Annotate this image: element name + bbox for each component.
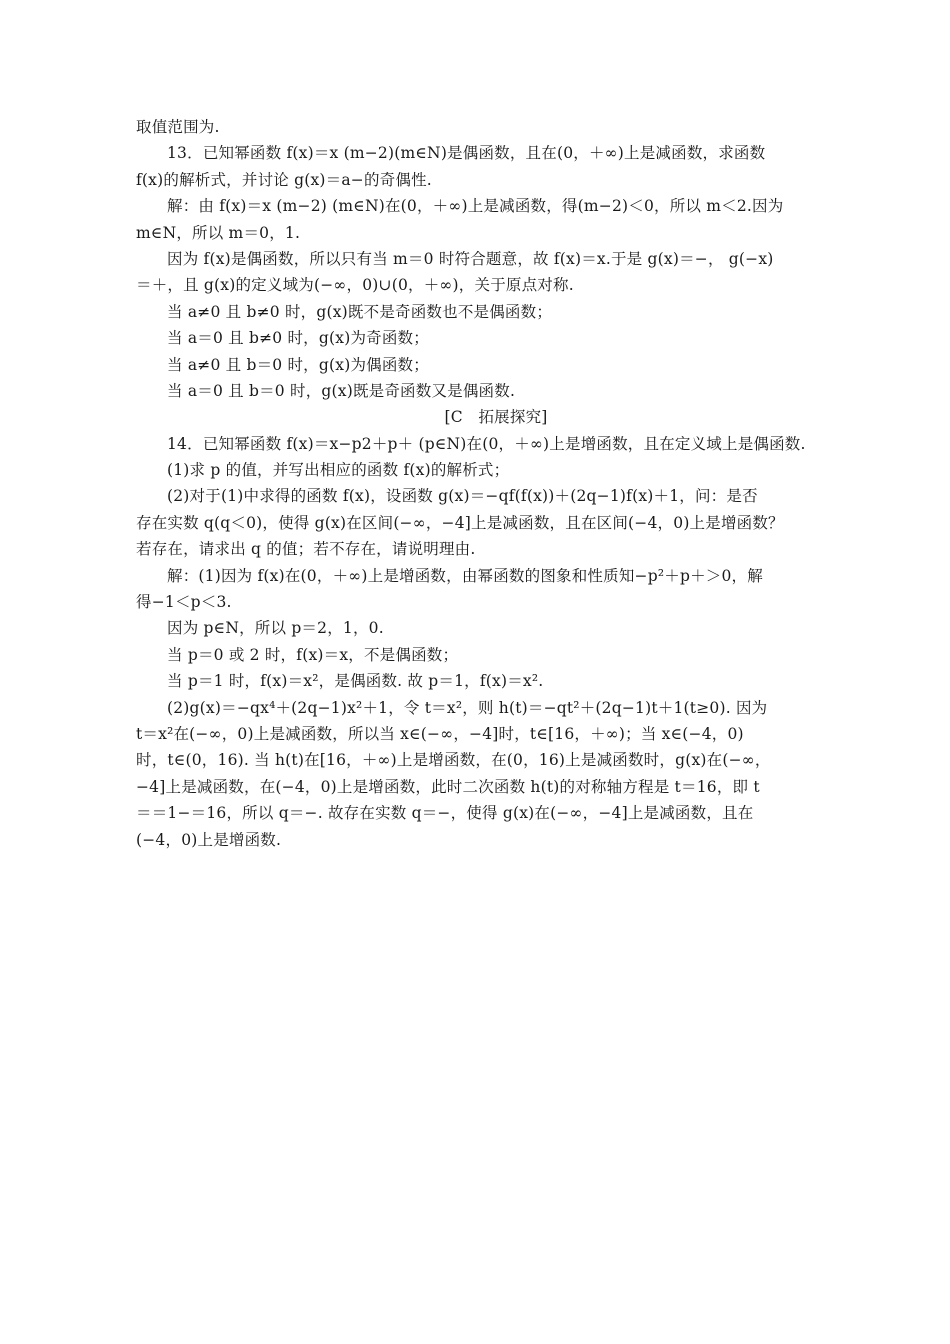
- text-line-27: ＝＝1−＝16，所以 q＝−. 故存在实数 q＝−，使得 g(x)在(−∞，−4]上是减函数，且在: [136, 804, 754, 823]
- document-page: [136, 114, 816, 853]
- problem-13-statement: 13．已知幂函数 f(x)＝x (m−2)(m∈N)是偶函数，且在(0，＋∞)上是减函数，求函数: [167, 144, 766, 163]
- text-line-22: 当 p＝1 时，f(x)＝x²，是偶函数. 故 p＝1，f(x)＝x².: [167, 672, 544, 691]
- text-line-17: 若存在，请求出 q 的值；若不存在，请说明理由.: [136, 540, 476, 559]
- text-line-28: (−4，0)上是增函数.: [136, 830, 282, 849]
- text-line-16: 存在实数 q(q＜0)，使得 g(x)在区间(−∞，−4]上是减函数，且在区间(−4，0)上是增函数？: [136, 513, 784, 532]
- text-line-24: t＝x²在(−∞，0)上是减函数，所以当 x∈(−∞，−4]时，t∈[16，＋∞)；当 x∈(−4，0): [136, 724, 744, 743]
- solution-14-part-2: (2)g(x)＝−qx⁴＋(2q−1)x²＋1，令 t＝x²，则 h(t)＝−qt²＋(2q−1)t＋1(t≥0). 因为: [167, 698, 768, 717]
- text-line-21: 当 p＝0 或 2 时，f(x)＝x，不是偶函数；: [167, 645, 459, 664]
- text-line-1: 取值范围为.: [136, 118, 220, 136]
- case-line-1: 当 a≠0 且 b≠0 时，g(x)既不是奇函数也不是偶函数；: [167, 302, 553, 321]
- text-line-19: 得−1＜p＜3.: [136, 593, 232, 612]
- solution-13-start: 解：由 f(x)＝x (m−2) (m∈N)在(0，＋∞)上是减函数，得(m−2)＜0，所以 m＜2.因为: [167, 197, 784, 216]
- problem-14-part-2: (2)对于(1)中求得的函数 f(x)，设函数 g(x)＝−qf(f(x))＋(2q−1)f(x)＋1，问：是否: [167, 487, 758, 506]
- section-heading: [C 拓展探究]: [444, 408, 548, 427]
- case-line-2: 当 a＝0 且 b≠0 时，g(x)为奇函数；: [167, 329, 429, 348]
- problem-14-statement: 14．已知幂函数 f(x)＝x−p2＋p＋ (p∈N)在(0，＋∞)上是增函数，且在定义域上是偶函数.: [167, 434, 806, 453]
- text-line-26: −4]上是减函数，在(−4，0)上是增函数，此时二次函数 h(t)的对称轴方程是 t＝16，即 t: [136, 777, 760, 796]
- text-line-7: ＝＋，且 g(x)的定义域为(−∞，0)∪(0，＋∞)，关于原点对称.: [136, 276, 574, 295]
- problem-14-part-1: (1)求 p 的值，并写出相应的函数 f(x)的解析式；: [167, 461, 510, 480]
- text-line-3: f(x)的解析式，并讨论 g(x)＝a−的奇偶性.: [136, 170, 432, 189]
- text-line-20: 因为 p∈N，所以 p＝2，1，0.: [167, 619, 384, 638]
- text-line-25: 时，t∈(0，16). 当 h(t)在[16，＋∞)上是增函数，在(0，16)上是减函数时，g(x)在(−∞，: [136, 751, 771, 770]
- case-line-3: 当 a≠0 且 b＝0 时，g(x)为偶函数；: [167, 355, 429, 374]
- solution-14-start: 解：(1)因为 f(x)在(0，＋∞)上是增函数，由幂函数的图象和性质知−p²＋p＋＞0，解: [167, 566, 763, 585]
- text-line-5: m∈N，所以 m＝0，1.: [136, 223, 301, 242]
- case-line-4: 当 a＝0 且 b＝0 时，g(x)既是奇函数又是偶函数.: [167, 381, 516, 400]
- text-line-6: 因为 f(x)是偶函数，所以只有当 m＝0 时符合题意，故 f(x)＝x.于是 g(x)＝−， g(−x): [167, 249, 774, 268]
